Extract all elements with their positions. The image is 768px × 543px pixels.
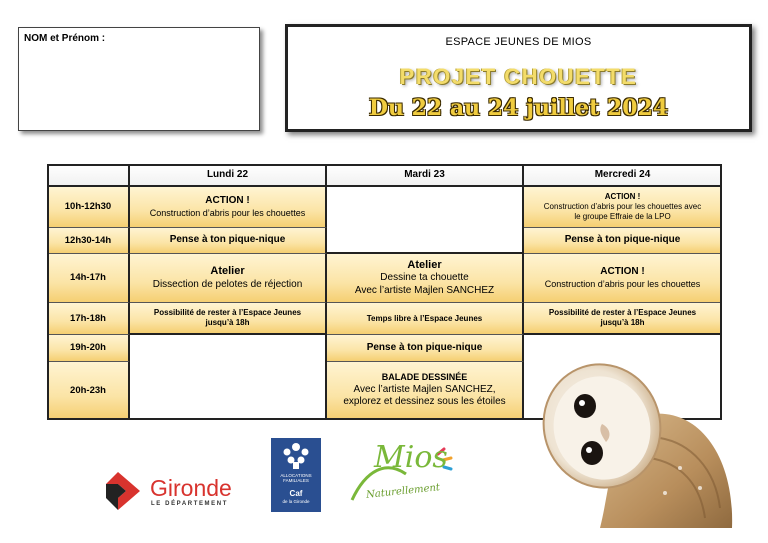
lundi-action-title: ACTION ! [205, 195, 250, 207]
gironde-name: Gironde [150, 475, 232, 501]
lundi-atelier-desc: Dissection de pelotes de réjection [152, 278, 303, 290]
mardi-atelier-title: Atelier [407, 258, 442, 271]
mardi-balade-line1: Avec l’artiste Majlen SANCHEZ, [353, 383, 496, 395]
time-slot: 20h-23h [48, 362, 130, 419]
mercredi-action1-line1: Construction d’abris pour les chouettes avec [543, 202, 702, 211]
time-slot: 12h30-14h [48, 228, 130, 254]
mercredi-action1-title: ACTION ! [604, 192, 641, 201]
mios-logo [346, 440, 460, 512]
mardi-lunch-text: Pense à ton pique-nique [366, 341, 483, 353]
name-field[interactable] [18, 27, 260, 131]
title-box [285, 24, 752, 132]
gironde-subtitle: LE DÉPARTEMENT [151, 501, 228, 507]
time-slot: 19h-20h [48, 335, 130, 362]
mercredi-stay-line1: Possibilité de rester à l’Espace Jeunes [548, 308, 697, 317]
lundi-atelier-title: Atelier [210, 264, 245, 277]
lundi-stay-line1: Possibilité de rester à l’Espace Jeunes [153, 308, 302, 317]
gironde-chevron-icon [104, 470, 144, 512]
mios-tagline: Naturellement [365, 482, 441, 501]
mardi-free-text: Temps libre à l’Espace Jeunes [366, 313, 483, 323]
mercredi-stay-line2: jusqu’à 18h [600, 318, 645, 327]
mercredi-action2-desc: Construction d’abris pour les chouettes [544, 278, 701, 289]
time-slot: 17h-18h [48, 303, 130, 335]
lundi-action-desc: Construction d’abris pour les chouettes [149, 207, 306, 218]
mercredi-action2-title: ACTION ! [600, 266, 645, 278]
mios-wordmark: Mios [374, 440, 448, 475]
lundi-lunch-text: Pense à ton pique-nique [169, 234, 286, 246]
mardi-atelier-line2: Avec l’artiste Majlen SANCHEZ [354, 284, 495, 296]
caf-line1: ALLOCATIONS FAMILIALES [280, 473, 312, 483]
lundi-stay-line2: jusqu’à 18h [205, 318, 250, 327]
mardi-atelier-line1: Dessine ta chouette [380, 272, 469, 284]
caf-logo [271, 438, 321, 512]
project-title: PROJET CHOUETTE [399, 64, 638, 89]
caf-line3: de la Gironde [282, 499, 310, 504]
time-slot: 14h-17h [48, 254, 130, 303]
mercredi-lunch-text: Pense à ton pique-nique [564, 234, 681, 246]
mercredi-action1-line2: le groupe Effraie de la LPO [574, 212, 671, 221]
day-header-mercredi: Mercredi 24 [524, 165, 721, 187]
organizer-title: ESPACE JEUNES DE MIOS [445, 36, 592, 48]
name-field-label: NOM et Prénom : [24, 33, 106, 44]
event-dates: Du 22 au 24 juillet 2024 [368, 95, 669, 121]
day-header-mardi: Mardi 23 [327, 165, 524, 187]
barn-owl-image [540, 358, 740, 528]
caf-emblem-icon [271, 438, 321, 472]
gironde-logo [104, 470, 254, 512]
caf-line2: Caf [289, 489, 303, 498]
time-slot: 10h-12h30 [48, 187, 130, 228]
day-header-lundi: Lundi 22 [130, 165, 327, 187]
mardi-balade-line2: explorez et dessinez sous les étoiles [343, 396, 506, 408]
mardi-balade-title: BALADE DESSINÉE [381, 372, 468, 383]
